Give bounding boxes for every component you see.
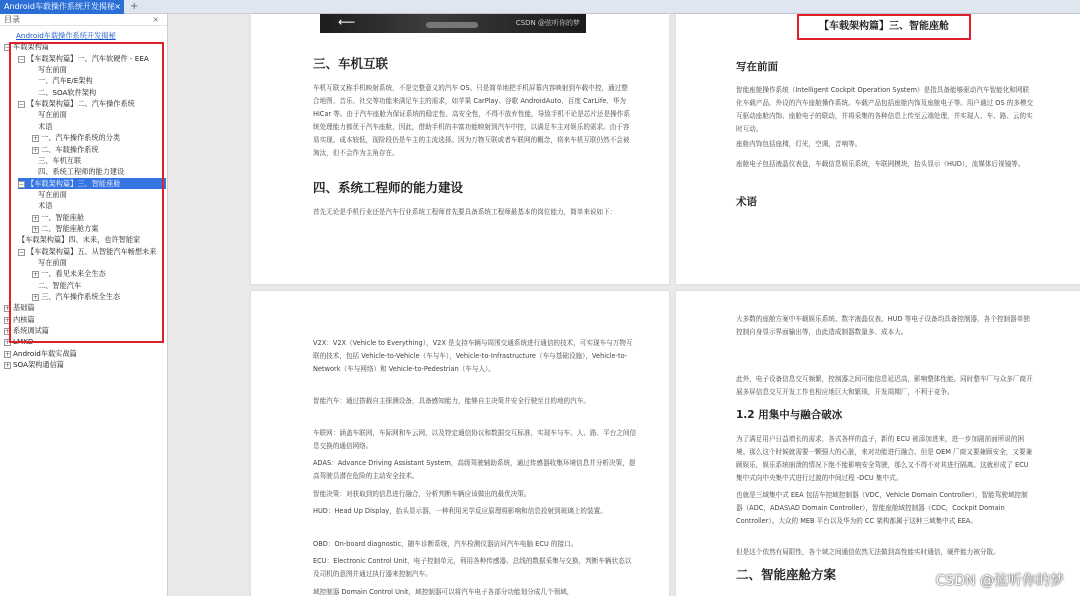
- document-tab[interactable]: [0, 0, 124, 14]
- outline-item-label: 一、汽车操作系统的分类: [41, 133, 121, 143]
- outline-item-label: 术语: [38, 121, 53, 131]
- outline-item-label: 三、汽车操作系统全生态: [41, 292, 121, 302]
- tab-close-icon[interactable]: ×: [114, 2, 121, 11]
- paragraph-cockpit-b: 此外，电子设备信息交互频繁，控制器之间可能信息延迟高，影响整体性能。同时整车厂与众多厂商开展多屏信息交互开发工作也相应地巨大和繁琐，开发周期厂，不利于竞争。: [736, 375, 1033, 396]
- outline-item[interactable]: [38, 64, 166, 75]
- outline-item-label: 一、智能座舱: [41, 212, 85, 222]
- outline-item[interactable]: [18, 178, 166, 189]
- car-silhouette: [426, 22, 478, 28]
- csdn-watermark: CSDN @弦听你的梦: [935, 573, 1064, 589]
- heading-engineer: 四、系统工程师的能力建设: [313, 180, 464, 195]
- paragraph-dcu: 域控制器 Domain Control Unit，域控制器可以将汽车电子各部分功能划分成几个领域，: [313, 588, 574, 596]
- outline-item[interactable]: [32, 144, 166, 155]
- document-page-2: [676, 14, 1080, 284]
- paragraph-adas: ADAS：Advance Driving Assistant System，高级驾驶辅助系统，通过传感器收集环境信息并分析决策，提高驾驶员潜在危险的主动安全技术。: [313, 459, 636, 480]
- document-page-4: [676, 291, 1080, 596]
- collapse-icon[interactable]: −: [19, 248, 25, 256]
- heading-fusion: 1.2 用集中与融合破冰: [736, 409, 843, 421]
- outline-item[interactable]: [4, 302, 166, 313]
- chapter-title: 【车载架构篇】三、智能座舱: [797, 14, 971, 40]
- outline-item[interactable]: [18, 246, 166, 257]
- collapse-icon[interactable]: −: [19, 180, 25, 188]
- document-page-1: [251, 14, 669, 284]
- outline-item-label: 基础篇: [13, 303, 35, 313]
- outline-item-label: 【车载架构篇】一、汽车软硬件 - EEA: [27, 53, 149, 63]
- outline-close-icon[interactable]: ×: [152, 15, 159, 24]
- paragraph-decision: 智能决策：对获取到的信息进行融合，分析判断车辆应该做出的最优决策。: [313, 490, 531, 498]
- collapse-icon[interactable]: −: [19, 55, 25, 63]
- outline-panel: [0, 14, 168, 596]
- outline-item-label: 写在前面: [38, 65, 67, 75]
- back-arrow-icon: ⟵: [338, 15, 356, 29]
- outline-item[interactable]: [38, 166, 166, 177]
- paragraph-ecu: ECU：Electronic Control Unit，电子控制单元，利用各种传感器、总线的数据采集与交换，判断车辆状态以及司机的意图并通过执行器来控制汽车。: [313, 557, 632, 578]
- outline-item-label: 【车载架构篇】二、汽车操作系统: [27, 99, 135, 109]
- paragraph-fusion-e: 但是这个依然有局限性，各个域之间通信依然无法做到高性能实时通信，硬件能力被分散。: [736, 548, 1000, 556]
- expand-icon[interactable]: +: [5, 350, 11, 358]
- outline-item-label: 【车载架构篇】五、从智能汽车畅想未来: [27, 246, 157, 256]
- new-tab-button[interactable]: +: [130, 1, 139, 12]
- expand-icon[interactable]: +: [5, 362, 11, 370]
- document-tab-title: Android车载操作系统开发揭秘: [4, 2, 115, 11]
- document-page-3: [251, 291, 669, 596]
- article-image: [320, 14, 586, 33]
- paragraph-fusion-c: 为了满足用户日益增长的需求，各式各样的盒子，新的 ECU 被添加进来，进一步加剧前面所说的困境。那么这个时候就需要一颗强大的心脏，来对功能进行融合。但是 OEM 厂商又要兼顾安全，又要兼顾娱乐，娱乐系统崩溃的情况下绝不能影响安全驾驶，那么又不得不对其进行隔离。这就形成了 ECU 集中式向中央集中式进行过渡的中间过程 -DCU 集中式。: [736, 435, 1033, 482]
- outline-item-label: 术语: [38, 201, 53, 211]
- expand-icon[interactable]: +: [5, 305, 11, 313]
- outline-item-label: Android车载操作系统开发揭秘: [16, 31, 116, 40]
- outline-item[interactable]: [38, 280, 166, 291]
- paragraph-hud: HUD：Head Up Display，抬头显示器，一种利用光学反应原理将影响和信息投射到玻璃上的装置。: [313, 507, 607, 515]
- outline-item-label: 内核篇: [13, 314, 35, 324]
- outline-item[interactable]: [38, 200, 166, 211]
- outline-item-label: 四、系统工程师的能力建设: [38, 167, 125, 177]
- outline-item[interactable]: [38, 109, 166, 120]
- outline-item[interactable]: [32, 291, 166, 302]
- outline-item-label: 二、智能汽车: [38, 280, 82, 290]
- outline-item-label: 三、车机互联: [38, 155, 82, 165]
- heading-car-link: 三、车机互联: [313, 56, 389, 71]
- outline-item[interactable]: [32, 268, 166, 279]
- outline-item[interactable]: [32, 223, 166, 234]
- outline-item[interactable]: [32, 212, 166, 223]
- outline-item-label: 写在前面: [38, 258, 67, 267]
- expand-icon[interactable]: +: [5, 316, 11, 324]
- outline-item-label: 车载架构篇: [13, 42, 49, 52]
- expand-icon[interactable]: +: [33, 294, 39, 302]
- outline-item-label: 二、SOA软件架构: [38, 87, 97, 97]
- paragraph-fusion-d: 也就是三域集中式 EEA 包括车控域控制器（VDC，Vehicle Domain Controller），智能驾驶域控制器（ADC，ADAS\AD Domain Controller），智能座舱域控制器（CDC，Cockpit Domain Controller）。大众的 MEB 平台以及华为的 CC 架构都属于这种三域集中式 EEA。: [736, 491, 1028, 525]
- outline-item[interactable]: [4, 41, 166, 52]
- paragraph-intro-3: 座舱电子包括液晶仪表盘，车载信息娱乐系统，车联网模块，抬头显示（HUD），流媒体后视镜等。: [736, 160, 1025, 168]
- paragraph-obd: OBD：On-board diagnostic，随车诊断系统，汽车检测仪器访问汽车电脑 ECU 的接口。: [313, 540, 578, 548]
- outline-item-label: SOA架构通信篇: [13, 360, 64, 370]
- heading-intro: 写在前面: [736, 61, 778, 73]
- outline-item[interactable]: [4, 348, 166, 359]
- paragraph-intro-1: 智能座舱操作系统（Intelligent Cockpit Operation System）是指具备能够驱动汽车智能化和网联化车载产品，外设的汽车座舱操作系统。车载产品包括座舱内饰及座舱电子等。用户通过 OS 的多模交互驱动座舱内饰、座舱电子的联动，并将采集的各种信息上传至云端处理，并实现人、车、路、云的实时互动。: [736, 86, 1034, 133]
- outline-item[interactable]: [38, 189, 166, 200]
- outline-item[interactable]: [18, 234, 166, 245]
- outline-item[interactable]: [38, 75, 166, 86]
- expand-icon[interactable]: +: [33, 271, 39, 279]
- outline-item[interactable]: [4, 314, 166, 325]
- paragraph-iov: 车联网：涵盖车联网，车际网和车云网，以及特定通信协议和数据交互标准，实现车与车、人、路、平台之间信息交换的通信网络。: [313, 429, 637, 450]
- outline-item[interactable]: [38, 155, 166, 166]
- tab-bar: [0, 0, 1080, 14]
- outline-item-label: Android车载实战篇: [13, 348, 77, 358]
- outline-item[interactable]: [18, 53, 166, 64]
- outline-item[interactable]: [4, 325, 166, 336]
- outline-item-label: 写在前面: [38, 189, 67, 199]
- paragraph-cockpit-a: 大多数的座舱方案中车载娱乐系统、数字液晶仪表、HUD 等电子设备均具备控制器，各个控制器单独控制自身显示界面输出等，由此造成制器数量多、成本大。: [736, 315, 1030, 336]
- paragraph-smart-car: 智能汽车：通过搭载自主探测设备，具备感知能力，能够自主决策并安全行驶至目的地的汽车。: [313, 397, 590, 405]
- outline-item[interactable]: [4, 336, 166, 347]
- collapse-icon[interactable]: −: [5, 44, 11, 52]
- outline-header: [0, 14, 167, 26]
- outline-item-label: 【车载架构篇】四、未来，也许智能家: [18, 235, 141, 245]
- image-watermark: CSDN @弦听你的梦: [515, 19, 580, 27]
- outline-title: 目录: [4, 15, 20, 24]
- outline-item-label: 系统调试篇: [13, 326, 49, 336]
- outline-item-label: 二、智能座舱方案: [41, 223, 99, 233]
- expand-icon[interactable]: +: [33, 135, 39, 143]
- expand-icon[interactable]: +: [5, 339, 11, 347]
- outline-item[interactable]: [38, 257, 166, 268]
- expand-icon[interactable]: +: [33, 146, 39, 154]
- expand-icon[interactable]: +: [33, 225, 39, 233]
- paragraph-intro-2: 座舱内饰包括座椅，灯光，空调，音响等。: [736, 140, 862, 148]
- heading-terms: 术语: [736, 196, 757, 208]
- outline-item-label: 一、汽车E/E架构: [38, 76, 93, 86]
- collapse-icon[interactable]: −: [19, 101, 25, 109]
- outline-item-label: LMKD: [13, 337, 34, 347]
- expand-icon[interactable]: +: [5, 328, 11, 336]
- outline-item[interactable]: [38, 87, 166, 98]
- outline-item-label: 二、车载操作系统: [41, 144, 99, 154]
- expand-icon[interactable]: +: [33, 214, 39, 222]
- outline-item[interactable]: [16, 30, 166, 41]
- outline-item-label: 写在前面: [38, 110, 67, 120]
- outline-item[interactable]: [32, 132, 166, 143]
- heading-solution: 二、智能座舱方案: [736, 567, 837, 582]
- paragraph-engineer: 首先无论是手机行业还是汽车行业系统工程师首先要具备系统工程师最基本的岗位能力，简单来说如下：: [313, 208, 617, 216]
- outline-item[interactable]: [4, 359, 166, 370]
- outline-item-label: 一、看见未来全生态: [41, 269, 106, 279]
- outline-item-label: 【车载架构篇】三、智能座舱: [27, 178, 121, 188]
- outline-item[interactable]: [18, 98, 166, 109]
- paragraph-v2x: V2X：V2X（Vehicle to Everything），V2X 是支持车辆与周围交通系统进行通信的技术，可实现车与万物互联的技术，包括 Vehicle-to-Vehicle（车与车），Vehicle-to-Infrastructure（车与基础设施），Vehicle-to-Network（车与网络）和 Vehicle-to-Pedestrian（车与人）。: [313, 339, 633, 373]
- paragraph-car-link: 车机互联又称手机映射系统，不是完整意义的汽车 OS。只是简单地把手机屏幕内容映射到车载中控，通过整合地图、音乐、社交等功能来满足车主的需求，如苹果 CarPlay、谷歌 AndroidAuto、百度 CarLife、华为 HiCar 等。由于汽车座舱为保证系统的稳定性、高安全性，不得不放弃性能，导致手机不论是芯片还是操作系统处理能力都优于汽车座舱，因此，借助手机的丰富功能映射到汽车中控，以满足车主对娱乐的需求。由于容易实现、成本较低，现阶段仍是车主的主流选择。因为万物互联或者车联网的概念，将来车机互联仍然不会被淘汰，但不会作为主角存在。: [313, 84, 630, 157]
- outline-item[interactable]: [38, 121, 166, 132]
